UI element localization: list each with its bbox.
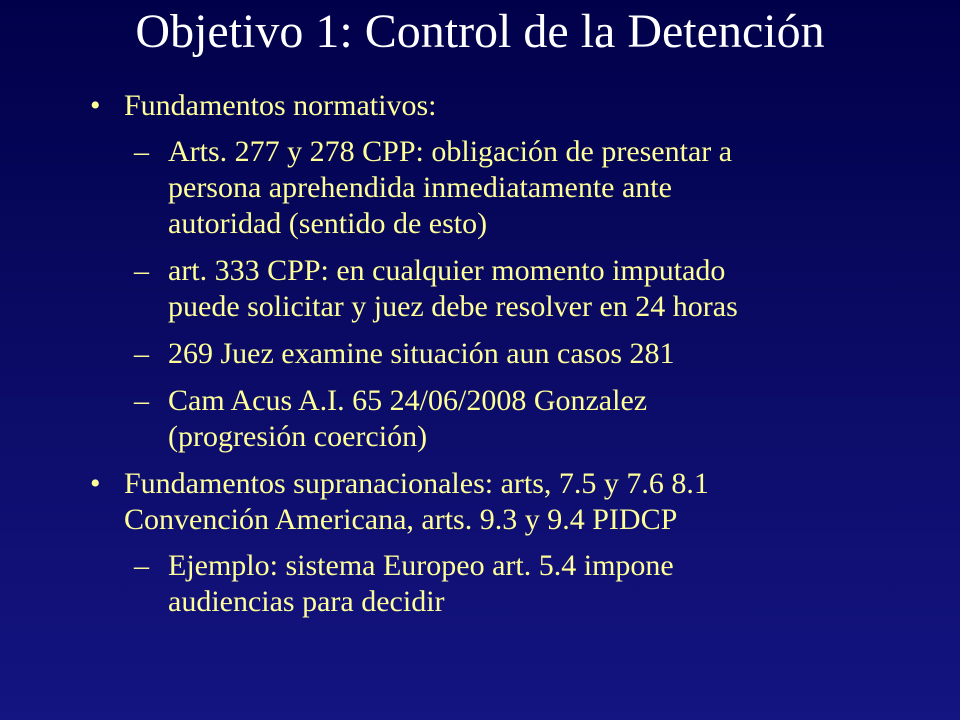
bullet-text: Fundamentos normativos: xyxy=(124,89,437,122)
sub-item-line: 269 Juez examine situación aun casos 281 xyxy=(168,337,675,370)
dash-icon: – xyxy=(134,549,149,582)
sub-item-line: Ejemplo: sistema Europeo art. 5.4 impone xyxy=(168,549,674,582)
bullet-line: Fundamentos supranacionales: arts, 7.5 y 7.6 8.1 xyxy=(124,467,709,500)
sub-item-line: art. 333 CPP: en cualquier momento imputado xyxy=(168,254,726,287)
sub-item-line: Cam Acus A.I. 65 24/06/2008 Gonzalez xyxy=(168,384,648,417)
sub-item-line: Arts. 277 y 278 CPP: obligación de presentar a xyxy=(168,135,733,168)
sub-item-269-juez xyxy=(0,336,960,372)
bullet-line: Convención Americana, arts. 9.3 y 9.4 PIDCP xyxy=(124,503,678,536)
sub-item-cam-acus xyxy=(0,383,960,455)
sub-item-art-333 xyxy=(0,253,960,325)
dash-icon: – xyxy=(134,135,149,168)
sub-item-line: puede solicitar y juez debe resolver en 24 horas xyxy=(168,290,738,323)
bullet-icon: • xyxy=(90,467,101,500)
bullet-item-fundamentos-normativos xyxy=(0,88,960,124)
sub-item-arts-277-278 xyxy=(0,134,960,242)
sub-item-line: autoridad (sentido de esto) xyxy=(168,207,488,240)
sub-item-line: persona aprehendida inmediatamente ante xyxy=(168,171,672,204)
bullet-item-fundamentos-supranacionales xyxy=(0,466,960,538)
slide-title: Objetivo 1: Control de la Detención xyxy=(135,5,825,58)
sub-item-line: (progresión coerción) xyxy=(168,420,428,453)
dash-icon: – xyxy=(134,254,149,287)
bullet-icon: • xyxy=(90,89,101,122)
dash-icon: – xyxy=(134,384,149,417)
sub-item-line: audiencias para decidir xyxy=(168,585,445,618)
slide-content xyxy=(0,88,960,631)
sub-item-ejemplo xyxy=(0,548,960,620)
dash-icon: – xyxy=(134,337,149,370)
